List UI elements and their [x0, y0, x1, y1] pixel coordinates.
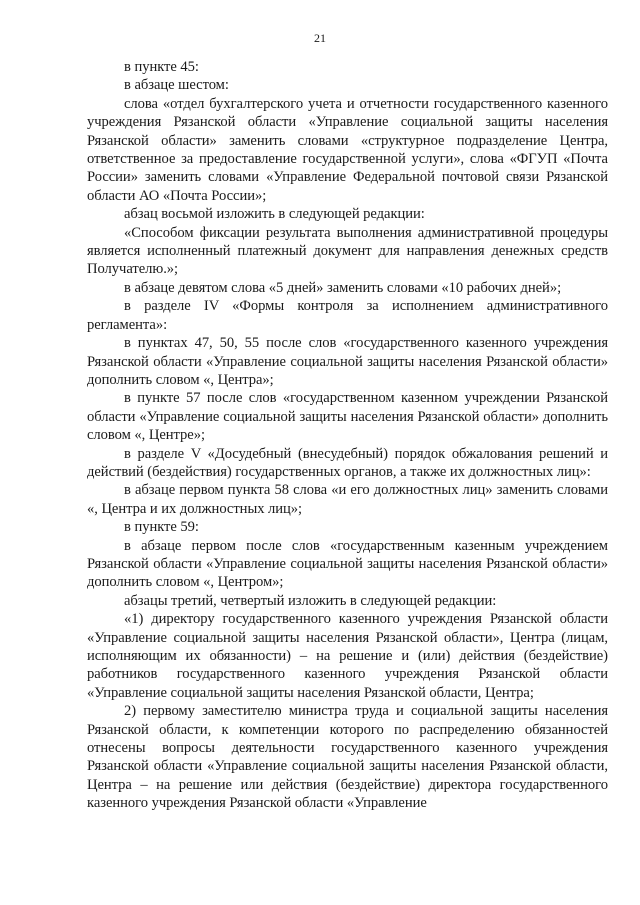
paragraph: в пункте 57 после слов «государственном казенном учреждении Рязанской области «Управление социальной защиты населения Рязанской области» дополнить словом «, Центре»; [87, 390, 608, 444]
paragraph: в пункте 45: [124, 59, 199, 75]
document-body [87, 58, 608, 813]
paragraph: 2) первому заместителю министра труда и социальной защиты населения Рязанской области, к компетенции которого по распределению обязанностей отнесены вопросы деятельности государственного казенного учреждения Рязанской области «Управление социальной защиты населения Рязанской области, Центра – на решение или действия (бездействие) директора государственного казенного учреждения Рязанской области «Управление [87, 703, 608, 812]
paragraph: в разделе V «Досудебный (внесудебный) порядок обжалования решений и действий (бездействия) государственных органов, а также их должностных лиц»: [87, 445, 608, 480]
paragraph: «1) директору государственного казенного учреждения Рязанской области «Управление социальной защиты населения Рязанской области», Центра (лицам, исполняющим их обязанности) – на решение и (или) действия (бездействие) работников государственного казенного учреждения Рязанской области «Управление социальной защиты населения Рязанской области, Центра; [87, 611, 608, 701]
paragraph: «Способом фиксации результата выполнения административной процедуры является исполненный платежный документ для направления денежных средств Получателю.»; [87, 224, 608, 278]
paragraph: в разделе IV «Формы контроля за исполнением административного регламента»: [87, 298, 608, 333]
paragraph: слова «отдел бухгалтерского учета и отчетности государственного казенного учреждения Рязанской области «Управление социальной защиты населения Рязанской области» заменить словами «структурное подразделение Центра, ответственное за предоставление государственной услуги», слова «ФГУП «Почта России» заменить словами «Управление Федеральной почтовой связи Рязанской области АО «Почта России»; [87, 95, 608, 204]
paragraph: в абзаце первом пункта 58 слова «и его должностных лиц» заменить словами «, Центра и их должностных лиц»; [87, 482, 608, 517]
paragraph: в абзаце девятом слова «5 дней» заменить словами «10 рабочих дней»; [124, 279, 562, 296]
paragraph: абзац восьмой изложить в следующей редакции: [124, 206, 425, 223]
paragraph: в пунктах 47, 50, 55 после слов «государственного казенного учреждения Рязанской области «Управление социальной защиты населения Рязанской области» дополнить словом «, Центра»; [87, 335, 608, 388]
paragraph: абзацы третий, четвертый изложить в следующей редакции: [124, 592, 497, 609]
paragraph: в абзаце шестом: [124, 77, 229, 94]
paragraph: в абзаце первом после слов «государственным казенным учреждением Рязанской области «Управление социальной защиты населения Рязанской области» дополнить словом «, Центром»; [87, 537, 608, 591]
paragraph: в пункте 59: [124, 519, 199, 536]
page-number: 21 [314, 31, 326, 45]
